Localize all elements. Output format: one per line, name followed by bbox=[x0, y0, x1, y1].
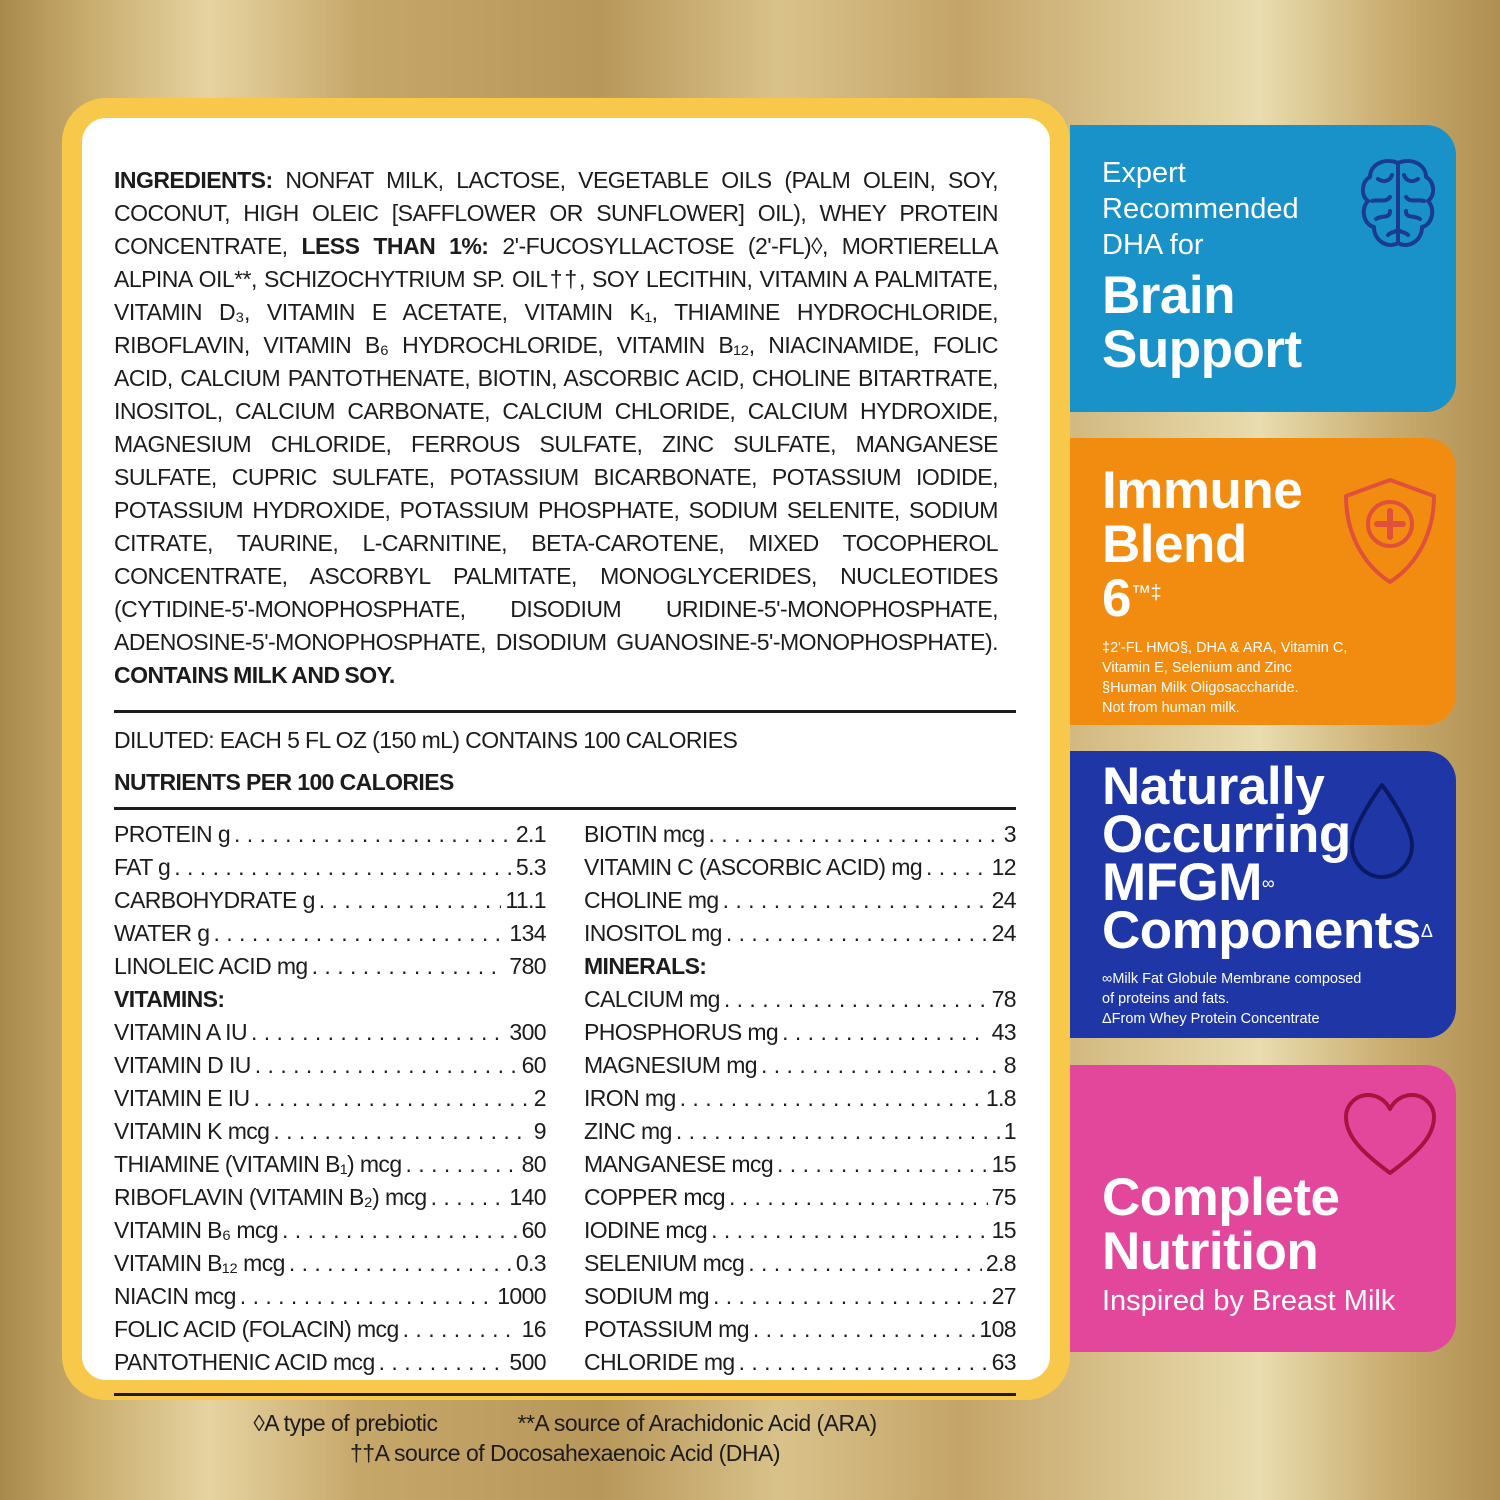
nutrient-section-heading bbox=[584, 950, 1016, 983]
nutrient-row bbox=[584, 851, 1016, 884]
nutrient-value: 780 bbox=[509, 953, 546, 979]
immune-number: 6 bbox=[1102, 569, 1131, 628]
nutrient-name: CALCIUM mg bbox=[584, 986, 720, 1012]
nutrient-name: INOSITOL mg bbox=[584, 920, 722, 946]
nutrient-row bbox=[114, 1346, 546, 1379]
nutrient-name: SELENIUM mcg bbox=[584, 1250, 745, 1276]
mfgm-title-1: Naturally bbox=[1102, 757, 1325, 816]
dot-leader bbox=[403, 1313, 518, 1346]
nutrient-value: 500 bbox=[509, 1349, 546, 1375]
nutrient-value: 80 bbox=[521, 1151, 546, 1177]
divider bbox=[114, 1393, 1016, 1396]
nutrient-name: LINOLEIC ACID mg bbox=[114, 953, 308, 979]
nutrient-name: VITAMIN E IU bbox=[114, 1085, 250, 1111]
nutrient-name: NIACIN mcg bbox=[114, 1283, 236, 1309]
nutrient-value: 3 bbox=[1003, 821, 1016, 847]
nutrient-value: 24 bbox=[991, 887, 1016, 913]
nutrient-name: CHOLINE mg bbox=[584, 887, 719, 913]
mfgm-acronym: MFGM bbox=[1102, 853, 1262, 912]
delta-mark: Δ bbox=[1420, 921, 1433, 941]
nutrient-value: 1000 bbox=[497, 1283, 546, 1309]
dot-leader bbox=[739, 1346, 988, 1379]
trademark-mark: ™‡ bbox=[1130, 582, 1162, 604]
mfgm-fine-3: ΔFrom Whey Protein Concentrate bbox=[1102, 1011, 1320, 1027]
brain-icon bbox=[1360, 155, 1436, 267]
nutrient-value: 108 bbox=[979, 1316, 1016, 1342]
nutrient-name: WATER g bbox=[114, 920, 210, 946]
heart-icon bbox=[1340, 1091, 1440, 1179]
ingredients-part-1: NONFAT MILK, LACTOSE, VEGETABLE OILS (PALM OLEIN, SOY, COCONUT, HIGH OLEIC [SAFFLOWER OR SUNFLOWER] OIL), WHEY PROTEIN CONCENTRATE, bbox=[114, 167, 998, 259]
dot-leader bbox=[234, 818, 512, 851]
complete-title-1: Complete bbox=[1102, 1168, 1340, 1227]
nutrient-row bbox=[114, 1115, 546, 1148]
nutrient-name: IODINE mcg bbox=[584, 1217, 708, 1243]
dot-leader bbox=[240, 1280, 493, 1313]
dot-leader bbox=[729, 1181, 988, 1214]
nutrient-row bbox=[584, 983, 1016, 1016]
nutrient-value: 5.3 bbox=[515, 854, 546, 880]
nutrient-name: VITAMIN C (ASCORBIC ACID) mg bbox=[584, 854, 923, 880]
immune-fine-1: ‡2'-FL HMO§, DHA & ARA, Vitamin C, bbox=[1102, 640, 1348, 656]
nutrient-value: 63 bbox=[991, 1349, 1016, 1375]
nutrient-column-right bbox=[584, 818, 1016, 1379]
nutrient-name: VITAMIN K mcg bbox=[114, 1118, 270, 1144]
nutrient-value: 140 bbox=[509, 1184, 546, 1210]
nutrient-name: MANGANESE mcg bbox=[584, 1151, 774, 1177]
nutrient-row bbox=[114, 1247, 546, 1280]
nutrient-name: FAT g bbox=[114, 854, 171, 880]
nutrient-row bbox=[114, 851, 546, 884]
nutrient-value: 24 bbox=[991, 920, 1016, 946]
divider bbox=[114, 807, 1016, 810]
immune-fine-2: Vitamin E, Selenium and Zinc bbox=[1102, 660, 1292, 676]
nutrient-value: 8 bbox=[1003, 1052, 1016, 1078]
nutrient-row bbox=[114, 884, 546, 917]
less-than-label: LESS THAN 1%: bbox=[301, 233, 489, 259]
footnote-prebiotic: ◊A type of prebiotic bbox=[253, 1410, 438, 1436]
nutrient-value: 300 bbox=[509, 1019, 546, 1045]
immune-title-2: Blend bbox=[1102, 515, 1247, 574]
nutrient-value: 60 bbox=[521, 1052, 546, 1078]
nutrient-value: 15 bbox=[991, 1151, 1016, 1177]
nutrient-name: COPPER mcg bbox=[584, 1184, 725, 1210]
nutrient-section-heading bbox=[114, 983, 546, 1016]
nutrient-value: 16 bbox=[521, 1316, 546, 1342]
dot-leader bbox=[282, 1214, 518, 1247]
immune-fine-4: Not from human milk. bbox=[1102, 700, 1240, 716]
nutrient-name: VITAMIN B₁₂ mcg bbox=[114, 1250, 285, 1276]
dot-leader bbox=[777, 1148, 988, 1181]
mfgm-panel bbox=[1070, 751, 1456, 1038]
nutrient-name: SODIUM mg bbox=[584, 1283, 709, 1309]
mfgm-components: Components bbox=[1102, 901, 1421, 960]
dot-leader bbox=[711, 1214, 988, 1247]
dot-leader bbox=[319, 884, 502, 917]
nutrient-value: 134 bbox=[509, 920, 546, 946]
nutrient-name: VITAMIN D IU bbox=[114, 1052, 251, 1078]
dot-leader bbox=[723, 884, 988, 917]
nutrient-value: 2.8 bbox=[985, 1250, 1016, 1276]
brain-lead-2: Recommended bbox=[1102, 193, 1299, 225]
dot-leader bbox=[213, 917, 505, 950]
brain-support-panel bbox=[1070, 125, 1456, 412]
nutrient-name: ZINC mg bbox=[584, 1118, 672, 1144]
nutrient-row bbox=[584, 1346, 1016, 1379]
nutrient-row bbox=[584, 884, 1016, 917]
nutrient-row bbox=[114, 1082, 546, 1115]
nutrient-row bbox=[114, 1049, 546, 1082]
nutrient-row bbox=[584, 1016, 1016, 1049]
nutrient-row bbox=[114, 1214, 546, 1247]
dot-leader bbox=[748, 1247, 982, 1280]
nutrient-row bbox=[584, 1313, 1016, 1346]
nutrient-value: 15 bbox=[991, 1217, 1016, 1243]
ingredients-part-2: 2'-FUCOSYLLACTOSE (2'-FL)◊, MORTIERELLA ALPINA OIL**, SCHIZOCHYTRIUM SP. OIL††, SOY LECITHIN, VITAMIN A PALMITATE, VITAMIN D₃, VITAMIN E ACETATE, VITAMIN K₁, THIAMINE HYDROCHLORIDE, RIBOFLAVIN, VITAMIN B₆ HYDROCHLORIDE, VITAMIN B₁₂, NIACINAMIDE, FOLIC ACID, CALCIUM PANTOTHENATE, BIOTIN, ASCORBIC ACID, CHOLINE BITARTRATE, INOSITOL, CALCIUM CARBONATE, CALCIUM CHLORIDE, CALCIUM HYDROXIDE, MAGNESIUM CHLORIDE, FERROUS SULFATE, ZINC SULFATE, MANGANESE SULFATE, CUPRIC SULFATE, POTASSIUM BICARBONATE, POTASSIUM IODIDE, POTASSIUM HYDROXIDE, POTASSIUM PHOSPHATE, SODIUM SELENITE, SODIUM CITRATE, TAURINE, L-CARNITINE, BETA-CAROTENE, MIXED TOCOPHEROL CONCENTRATE, ASCORBYL PALMITATE, MONOGLYCERIDES, NUCLEOTIDES (CYTIDINE-5'-MONOPHOSPHATE, DISODIUM URIDINE-5'-MONOPHOSPHATE, ADENOSINE-5'-MONOPHOSPHATE, DISODIUM GUANOSINE-5'-MONOPHOSPHATE). bbox=[114, 233, 998, 655]
dot-leader bbox=[676, 1115, 1000, 1148]
dot-leader bbox=[289, 1247, 512, 1280]
nutrient-row bbox=[584, 1082, 1016, 1115]
nutrient-name: CHLORIDE mg bbox=[584, 1349, 735, 1375]
nutrient-value: 12 bbox=[991, 854, 1016, 880]
nutrient-row bbox=[584, 1049, 1016, 1082]
nutrient-value: 2 bbox=[533, 1085, 546, 1111]
nutrient-name: MINERALS: bbox=[584, 953, 707, 979]
dot-leader bbox=[174, 851, 512, 884]
dot-leader bbox=[273, 1115, 529, 1148]
nutrient-value: 2.1 bbox=[515, 821, 546, 847]
nutrient-value: 75 bbox=[991, 1184, 1016, 1210]
immune-blend-panel bbox=[1070, 438, 1456, 725]
mfgm-fine-2: of proteins and fats. bbox=[1102, 991, 1230, 1007]
nutrient-value: 1.8 bbox=[985, 1085, 1016, 1111]
footnote-ara: **A source of Arachidonic Acid (ARA) bbox=[517, 1410, 877, 1436]
nutrition-label-card bbox=[62, 98, 1070, 1466]
nutrient-name: MAGNESIUM mg bbox=[584, 1052, 757, 1078]
nutrient-row bbox=[114, 917, 546, 950]
dot-leader bbox=[713, 1280, 988, 1313]
footnotes bbox=[114, 1408, 1016, 1468]
nutrient-value: 11.1 bbox=[505, 887, 546, 913]
nutrient-row bbox=[114, 818, 546, 851]
brain-title-2: Support bbox=[1102, 320, 1302, 379]
nutrient-row bbox=[584, 917, 1016, 950]
ingredients-label: INGREDIENTS: bbox=[114, 167, 273, 193]
shield-plus-icon bbox=[1340, 476, 1440, 586]
nutrient-row bbox=[584, 818, 1016, 851]
dot-leader bbox=[680, 1082, 982, 1115]
nutrient-row bbox=[584, 1115, 1016, 1148]
dot-leader bbox=[406, 1148, 518, 1181]
mfgm-title-2: Occurring bbox=[1102, 805, 1351, 864]
nutrient-value: 27 bbox=[991, 1283, 1016, 1309]
dot-leader bbox=[726, 917, 988, 950]
footnote-dha: ††A source of Docosahexaenoic Acid (DHA) bbox=[349, 1440, 781, 1466]
nutrient-row bbox=[114, 950, 546, 983]
nutrient-value: 0.3 bbox=[515, 1250, 546, 1276]
nutrient-name: CARBOHYDRATE g bbox=[114, 887, 315, 913]
mfgm-title-4 bbox=[1102, 901, 1433, 960]
nutrient-name: VITAMIN B₆ mcg bbox=[114, 1217, 279, 1243]
nutrient-name: VITAMINS: bbox=[114, 986, 225, 1012]
nutrient-name: IRON mg bbox=[584, 1085, 676, 1111]
dot-leader bbox=[761, 1049, 1000, 1082]
dilution-info: DILUTED: EACH 5 FL OZ (150 mL) CONTAINS 100 CALORIES bbox=[114, 727, 738, 753]
brain-lead-1: Expert bbox=[1102, 157, 1186, 189]
dot-leader bbox=[379, 1346, 506, 1379]
nutrient-column-left bbox=[114, 818, 546, 1379]
nutrient-table bbox=[114, 818, 1016, 1379]
dot-leader bbox=[255, 1049, 518, 1082]
nutrient-value: 9 bbox=[533, 1118, 546, 1144]
infinity-mark: ∞ bbox=[1261, 873, 1275, 893]
complete-nutrition-panel bbox=[1070, 1065, 1456, 1352]
nutrient-name: THIAMINE (VITAMIN B₁) mcg bbox=[114, 1151, 402, 1177]
nutrient-value: 43 bbox=[991, 1019, 1016, 1045]
dot-leader bbox=[254, 1082, 530, 1115]
ingredients-text bbox=[114, 164, 998, 692]
complete-title-2: Nutrition bbox=[1102, 1222, 1319, 1281]
nutrient-row bbox=[114, 1181, 546, 1214]
mfgm-fine-1: ∞Milk Fat Globule Membrane composed bbox=[1102, 971, 1362, 987]
dot-leader bbox=[312, 950, 506, 983]
nutrient-name: RIBOFLAVIN (VITAMIN B₂) mcg bbox=[114, 1184, 427, 1210]
dot-leader bbox=[431, 1181, 506, 1214]
nutrient-value: 60 bbox=[521, 1217, 546, 1243]
nutrient-row bbox=[114, 1016, 546, 1049]
nutrient-name: BIOTIN mcg bbox=[584, 821, 705, 847]
dot-leader bbox=[724, 983, 988, 1016]
nutrient-name: POTASSIUM mg bbox=[584, 1316, 749, 1342]
nutrient-row bbox=[114, 1280, 546, 1313]
immune-title-3 bbox=[1102, 569, 1347, 628]
nutrient-name: FOLIC ACID (FOLACIN) mcg bbox=[114, 1316, 399, 1342]
immune-title-1: Immune bbox=[1102, 461, 1303, 520]
brain-title-1: Brain bbox=[1102, 266, 1235, 325]
brain-lead-3: DHA for bbox=[1102, 229, 1204, 261]
allergen-statement: CONTAINS MILK AND SOY. bbox=[114, 662, 395, 688]
dot-leader bbox=[251, 1016, 505, 1049]
nutrient-name: PROTEIN g bbox=[114, 821, 231, 847]
drop-icon bbox=[1346, 781, 1418, 881]
divider bbox=[114, 710, 1016, 713]
nutrient-row bbox=[584, 1148, 1016, 1181]
nutrient-name: VITAMIN A IU bbox=[114, 1019, 247, 1045]
nutrient-name: PHOSPHORUS mg bbox=[584, 1019, 779, 1045]
nutrient-row bbox=[584, 1214, 1016, 1247]
nutrient-row bbox=[114, 1313, 546, 1346]
complete-subtitle: Inspired by Breast Milk bbox=[1102, 1285, 1396, 1317]
nutrient-value: 1 bbox=[1003, 1118, 1016, 1144]
nutrient-row bbox=[114, 1148, 546, 1181]
nutrition-label bbox=[114, 164, 1016, 1468]
nutrient-row bbox=[584, 1181, 1016, 1214]
dot-leader bbox=[926, 851, 988, 884]
nutrient-row bbox=[584, 1280, 1016, 1313]
nutrient-value: 78 bbox=[991, 986, 1016, 1012]
nutrient-name: PANTOTHENIC ACID mcg bbox=[114, 1349, 375, 1375]
dot-leader bbox=[782, 1016, 987, 1049]
dot-leader bbox=[753, 1313, 976, 1346]
nutrients-heading: NUTRIENTS PER 100 CALORIES bbox=[114, 769, 454, 795]
dot-leader bbox=[709, 818, 1000, 851]
immune-fine-3: §Human Milk Oligosaccharide. bbox=[1102, 680, 1299, 696]
nutrient-row bbox=[584, 1247, 1016, 1280]
